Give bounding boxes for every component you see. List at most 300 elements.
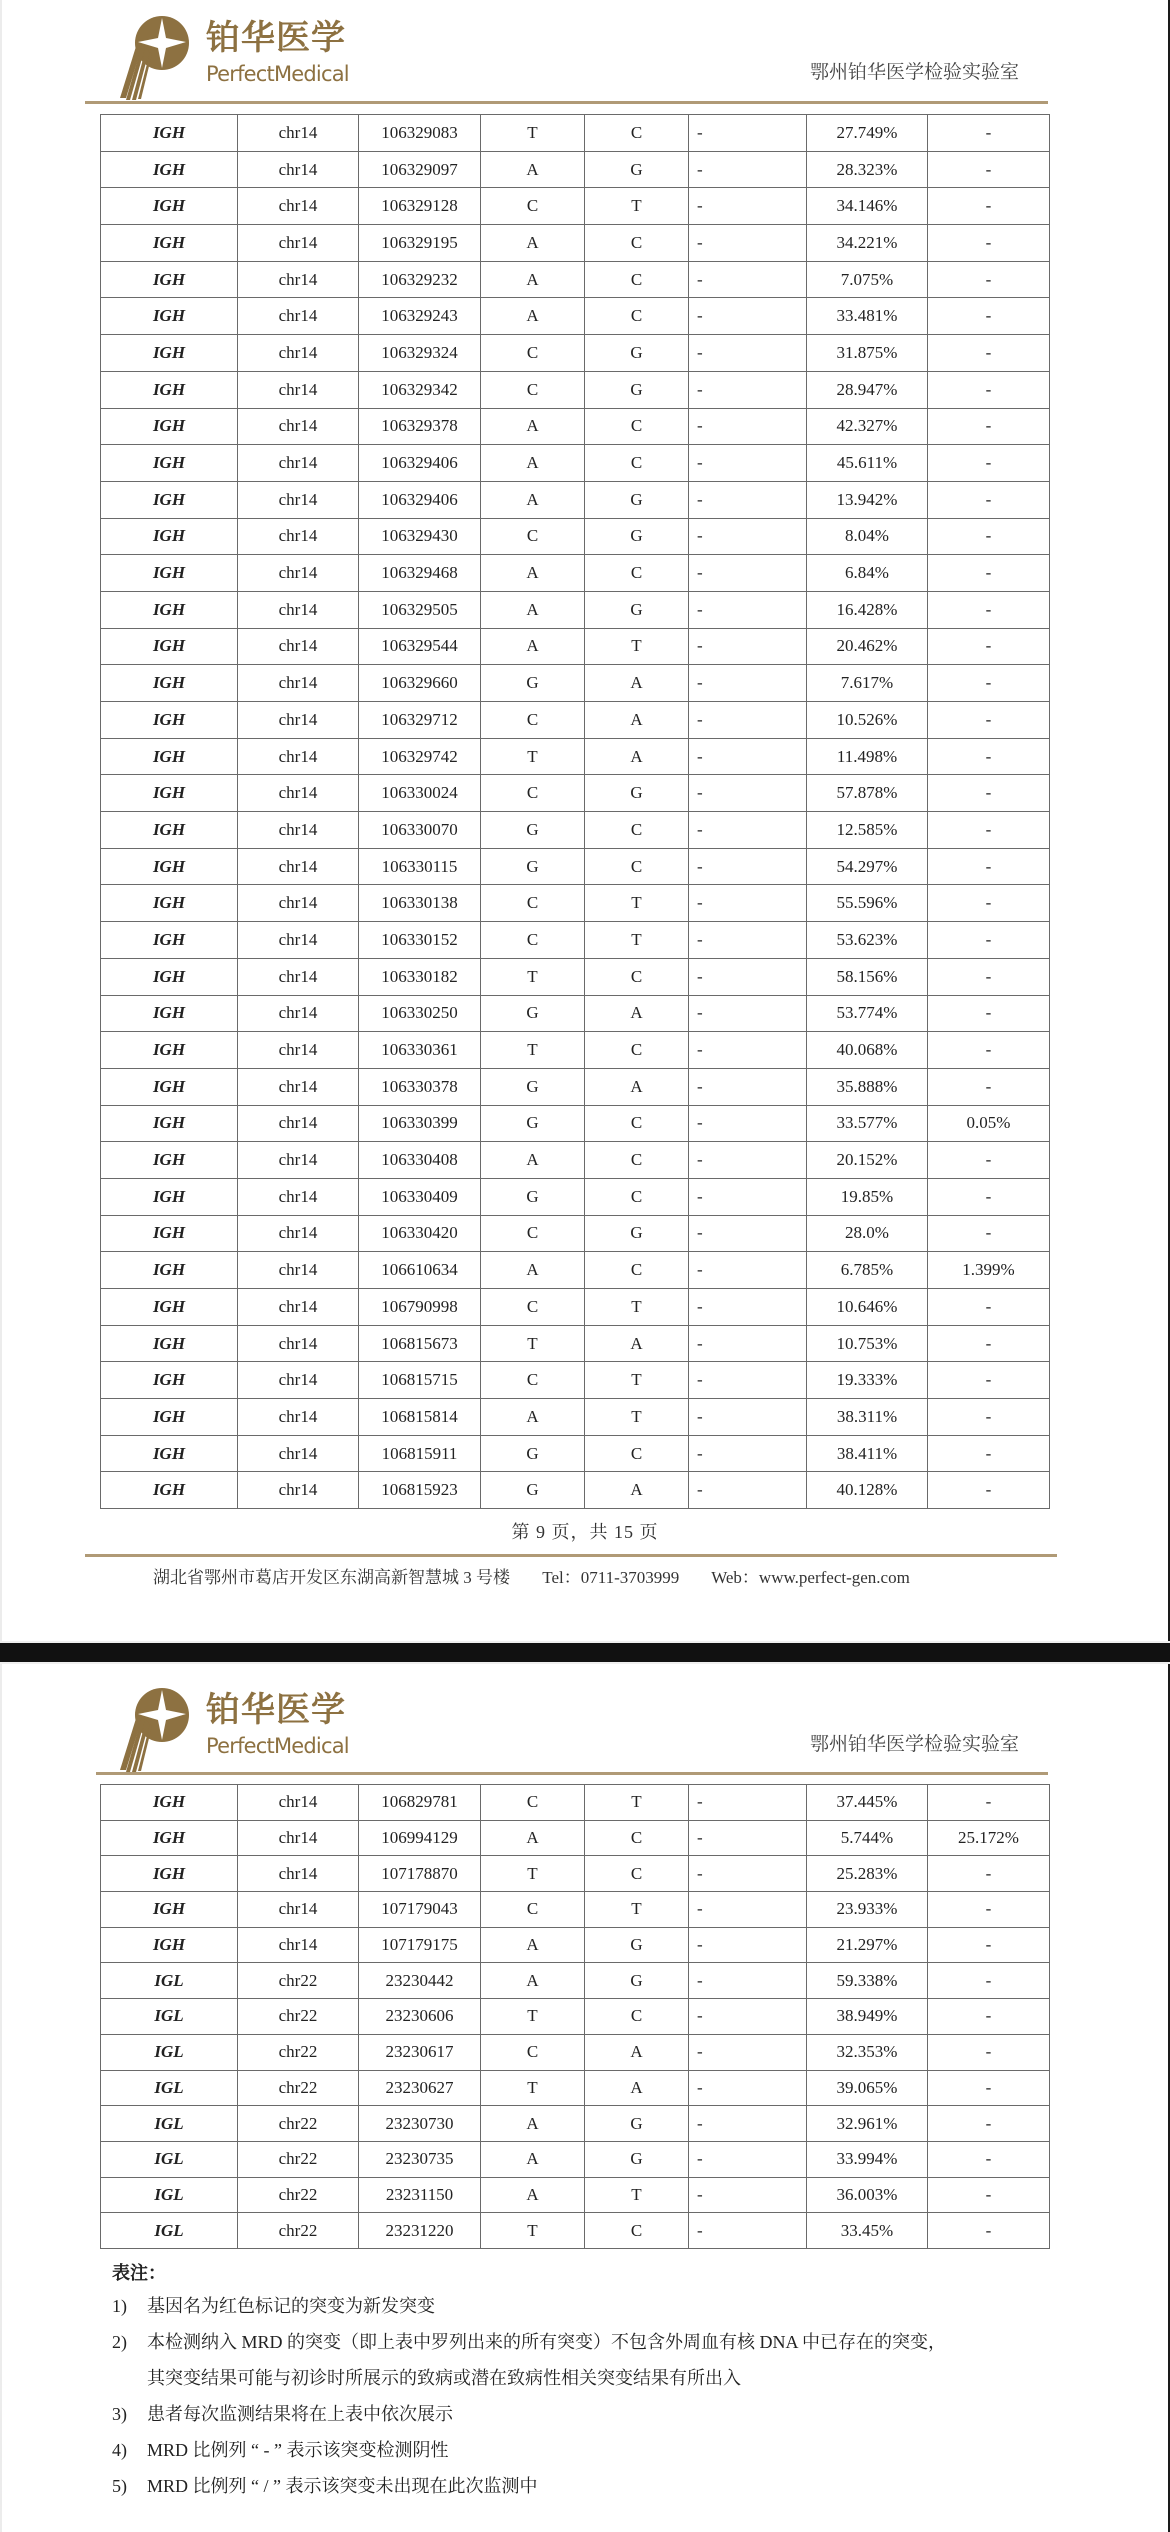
table-row (101, 1892, 1050, 1928)
table-row (101, 115, 1050, 152)
footer-contact (153, 1563, 938, 1588)
mutation-frequency-cell: 5.744% (807, 1820, 928, 1856)
mutation-frequency-cell: 11.498% (807, 738, 928, 775)
mutation-frequency-cell: 20.152% (807, 1142, 928, 1179)
hgvs-cell: - (689, 188, 807, 225)
table-row (101, 1399, 1050, 1436)
mutation-frequency-cell: 38.311% (807, 1399, 928, 1436)
mutation-frequency-cell: 12.585% (807, 812, 928, 849)
gene-cell: IGH (101, 1289, 238, 1326)
chromosome-cell: chr14 (238, 1142, 359, 1179)
gene-cell: IGH (101, 995, 238, 1032)
brand-name-cn: 铂华医学 (206, 18, 346, 58)
ref-base-cell: A (481, 445, 585, 482)
hgvs-cell: - (689, 1032, 807, 1069)
page-left-edge (0, 0, 2, 2532)
alt-base-cell: A (585, 2034, 689, 2070)
gene-cell: IGL (101, 1963, 238, 1999)
alt-base-cell: C (585, 445, 689, 482)
hgvs-cell: - (689, 1927, 807, 1963)
mutation-frequency-cell: 16.428% (807, 591, 928, 628)
table-row (101, 1105, 1050, 1142)
mrd-ratio-cell: - (928, 1068, 1050, 1105)
table-row (101, 1142, 1050, 1179)
mrd-ratio-cell: - (928, 591, 1050, 628)
table-row (101, 1178, 1050, 1215)
alt-base-cell: C (585, 1252, 689, 1289)
mutation-frequency-cell: 10.646% (807, 1289, 928, 1326)
alt-base-cell: C (585, 1142, 689, 1179)
hgvs-cell: - (689, 1963, 807, 1999)
ref-base-cell: G (481, 665, 585, 702)
mutation-frequency-cell: 33.577% (807, 1105, 928, 1142)
chromosome-cell: chr14 (238, 591, 359, 628)
brand-logo (108, 10, 368, 102)
ref-base-cell: G (481, 1178, 585, 1215)
hgvs-cell: - (689, 1892, 807, 1928)
mrd-ratio-cell: - (928, 151, 1050, 188)
gene-cell: IGH (101, 298, 238, 335)
table-row (101, 1362, 1050, 1399)
mrd-ratio-cell: - (928, 775, 1050, 812)
position-cell: 23230730 (359, 2106, 481, 2142)
chromosome-cell: chr14 (238, 225, 359, 262)
note-item (112, 2324, 1072, 2396)
alt-base-cell: G (585, 371, 689, 408)
mutation-frequency-cell: 21.297% (807, 1927, 928, 1963)
gene-cell: IGH (101, 1215, 238, 1252)
hgvs-cell: - (689, 1068, 807, 1105)
ref-base-cell: G (481, 1472, 585, 1509)
chromosome-cell: chr14 (238, 775, 359, 812)
gene-cell: IGH (101, 481, 238, 518)
alt-base-cell: T (585, 628, 689, 665)
position-cell: 106330361 (359, 1032, 481, 1069)
mrd-ratio-cell: - (928, 738, 1050, 775)
chromosome-cell: chr22 (238, 1999, 359, 2035)
hgvs-cell: - (689, 995, 807, 1032)
mutation-frequency-cell: 58.156% (807, 958, 928, 995)
position-cell: 106330378 (359, 1068, 481, 1105)
hgvs-cell: - (689, 481, 807, 518)
note-text: MRD 比例列 “ / ” 表示该突变未出现在此次监测中 (147, 2476, 538, 2496)
alt-base-cell: G (585, 151, 689, 188)
table-row (101, 812, 1050, 849)
position-cell: 106329712 (359, 702, 481, 739)
ref-base-cell: C (481, 1289, 585, 1326)
mutation-frequency-cell: 10.753% (807, 1325, 928, 1362)
gene-cell: IGH (101, 1472, 238, 1509)
note-number: 3) (112, 2404, 127, 2424)
position-cell: 106329378 (359, 408, 481, 445)
mrd-ratio-cell: - (928, 2177, 1050, 2213)
gene-cell: IGH (101, 812, 238, 849)
alt-base-cell: T (585, 1892, 689, 1928)
ref-base-cell: T (481, 115, 585, 152)
ref-base-cell: T (481, 1856, 585, 1892)
chromosome-cell: chr14 (238, 1435, 359, 1472)
alt-base-cell: C (585, 261, 689, 298)
alt-base-cell: C (585, 1032, 689, 1069)
mrd-ratio-cell: - (928, 2141, 1050, 2177)
alt-base-cell: T (585, 1399, 689, 1436)
mrd-ratio-cell: - (928, 188, 1050, 225)
position-cell: 107179043 (359, 1892, 481, 1928)
ref-base-cell: A (481, 1927, 585, 1963)
gene-cell: IGH (101, 922, 238, 959)
table-row (101, 481, 1050, 518)
ref-base-cell: C (481, 518, 585, 555)
mrd-ratio-cell: - (928, 1856, 1050, 1892)
gene-cell: IGH (101, 1820, 238, 1856)
mutation-frequency-cell: 34.221% (807, 225, 928, 262)
mrd-ratio-cell: - (928, 225, 1050, 262)
gene-cell: IGH (101, 1325, 238, 1362)
alt-base-cell: G (585, 1927, 689, 1963)
mutation-frequency-cell: 10.526% (807, 702, 928, 739)
mrd-ratio-cell: - (928, 2213, 1050, 2249)
alt-base-cell: A (585, 665, 689, 702)
mrd-ratio-cell: - (928, 1892, 1050, 1928)
ref-base-cell: T (481, 2070, 585, 2106)
position-cell: 106330399 (359, 1105, 481, 1142)
ref-base-cell: G (481, 995, 585, 1032)
hgvs-cell: - (689, 1325, 807, 1362)
chromosome-cell: chr14 (238, 812, 359, 849)
position-cell: 106815911 (359, 1435, 481, 1472)
mrd-ratio-cell: 0.05% (928, 1105, 1050, 1142)
mrd-ratio-cell: - (928, 371, 1050, 408)
mrd-ratio-cell: - (928, 958, 1050, 995)
hgvs-cell: - (689, 445, 807, 482)
table-notes (112, 2260, 1072, 2504)
table-row (101, 885, 1050, 922)
hgvs-cell: - (689, 1289, 807, 1326)
table-row (101, 591, 1050, 628)
ref-base-cell: C (481, 188, 585, 225)
mutation-table (100, 1784, 1050, 2249)
footer-web: Web：www.perfect-gen.com (711, 1568, 910, 1587)
page-number: 第 9 页，共 15 页 (511, 1522, 659, 1542)
mrd-ratio-cell: - (928, 1325, 1050, 1362)
chromosome-cell: chr22 (238, 2070, 359, 2106)
position-cell: 106329406 (359, 481, 481, 518)
hgvs-cell: - (689, 1215, 807, 1252)
alt-base-cell: A (585, 702, 689, 739)
position-cell: 106330115 (359, 848, 481, 885)
alt-base-cell: C (585, 1105, 689, 1142)
chromosome-cell: chr22 (238, 1963, 359, 1999)
note-text: MRD 比例列 “ - ” 表示该突变检测阴性 (147, 2440, 449, 2460)
mrd-ratio-cell: - (928, 518, 1050, 555)
alt-base-cell: C (585, 1999, 689, 2035)
mutation-frequency-cell: 38.949% (807, 1999, 928, 2035)
chromosome-cell: chr14 (238, 408, 359, 445)
chromosome-cell: chr14 (238, 445, 359, 482)
table-row (101, 1215, 1050, 1252)
mutation-frequency-cell: 28.947% (807, 371, 928, 408)
gene-cell: IGH (101, 151, 238, 188)
gene-cell: IGH (101, 1105, 238, 1142)
hgvs-cell: - (689, 518, 807, 555)
mutation-table (100, 114, 1050, 1509)
ref-base-cell: A (481, 591, 585, 628)
perfect-medical-logo-icon (108, 1682, 208, 1774)
mutation-frequency-cell: 53.623% (807, 922, 928, 959)
chromosome-cell: chr14 (238, 665, 359, 702)
table-row (101, 1289, 1050, 1326)
notes-title: 表注： (112, 2263, 166, 2284)
ref-base-cell: C (481, 1215, 585, 1252)
chromosome-cell: chr22 (238, 2034, 359, 2070)
note-text: 本检测纳入 MRD 的突变（即上表中罗列出来的所有突变）不包含外周血有核 DNA 中已存在的突变， (147, 2332, 947, 2352)
mutation-frequency-cell: 36.003% (807, 2177, 928, 2213)
position-cell: 106329660 (359, 665, 481, 702)
alt-base-cell: T (585, 885, 689, 922)
table-row (101, 1068, 1050, 1105)
mrd-ratio-cell: - (928, 335, 1050, 372)
position-cell: 106329097 (359, 151, 481, 188)
gene-cell: IGH (101, 555, 238, 592)
hgvs-cell: - (689, 738, 807, 775)
ref-base-cell: C (481, 702, 585, 739)
table-row (101, 1856, 1050, 1892)
mutation-frequency-cell: 57.878% (807, 775, 928, 812)
chromosome-cell: chr14 (238, 1068, 359, 1105)
hgvs-cell: - (689, 958, 807, 995)
mutation-frequency-cell: 32.961% (807, 2106, 928, 2142)
mrd-ratio-cell: - (928, 445, 1050, 482)
hgvs-cell: - (689, 2106, 807, 2142)
mutation-frequency-cell: 19.333% (807, 1362, 928, 1399)
position-cell: 106329128 (359, 188, 481, 225)
mutation-frequency-cell: 23.933% (807, 1892, 928, 1928)
alt-base-cell: A (585, 2070, 689, 2106)
position-cell: 106329342 (359, 371, 481, 408)
note-number: 2) (112, 2332, 127, 2352)
table-row (101, 518, 1050, 555)
chromosome-cell: chr14 (238, 1892, 359, 1928)
ref-base-cell: A (481, 481, 585, 518)
ref-base-cell: A (481, 261, 585, 298)
alt-base-cell: T (585, 922, 689, 959)
table-row (101, 1472, 1050, 1509)
position-cell: 106829781 (359, 1785, 481, 1821)
hgvs-cell: - (689, 1105, 807, 1142)
perfect-medical-logo-icon (108, 10, 208, 102)
table-row (101, 151, 1050, 188)
table-row (101, 775, 1050, 812)
chromosome-cell: chr14 (238, 555, 359, 592)
chromosome-cell: chr14 (238, 1105, 359, 1142)
mrd-ratio-cell: - (928, 1785, 1050, 1821)
chromosome-cell: chr14 (238, 848, 359, 885)
alt-base-cell: A (585, 995, 689, 1032)
alt-base-cell: A (585, 1325, 689, 1362)
ref-base-cell: C (481, 371, 585, 408)
table-row (101, 995, 1050, 1032)
alt-base-cell: C (585, 1435, 689, 1472)
gene-cell: IGH (101, 591, 238, 628)
ref-base-cell: T (481, 738, 585, 775)
position-cell: 106815715 (359, 1362, 481, 1399)
gene-cell: IGH (101, 188, 238, 225)
note-item (112, 2288, 1072, 2324)
ref-base-cell: A (481, 1963, 585, 1999)
gene-cell: IGL (101, 1999, 238, 2035)
position-cell: 106330182 (359, 958, 481, 995)
chromosome-cell: chr22 (238, 2177, 359, 2213)
brand-name-en: PerfectMedical (206, 1734, 349, 1758)
table-row (101, 1963, 1050, 1999)
table-row (101, 335, 1050, 372)
hgvs-cell: - (689, 335, 807, 372)
mutation-frequency-cell: 33.45% (807, 2213, 928, 2249)
chromosome-cell: chr14 (238, 995, 359, 1032)
mrd-ratio-cell: - (928, 555, 1050, 592)
mrd-ratio-cell: - (928, 812, 1050, 849)
hgvs-cell: - (689, 115, 807, 152)
table-row (101, 1325, 1050, 1362)
mrd-ratio-cell: - (928, 1472, 1050, 1509)
mutation-frequency-cell: 33.481% (807, 298, 928, 335)
alt-base-cell: C (585, 298, 689, 335)
alt-base-cell: G (585, 775, 689, 812)
chromosome-cell: chr14 (238, 1362, 359, 1399)
hgvs-cell: - (689, 1142, 807, 1179)
alt-base-cell: G (585, 518, 689, 555)
footer-divider (85, 1554, 1057, 1557)
gene-cell: IGH (101, 1892, 238, 1928)
alt-base-cell: C (585, 812, 689, 849)
mrd-ratio-cell: - (928, 408, 1050, 445)
note-text: 基因名为红色标记的突变为新发突变 (147, 2296, 435, 2316)
gene-cell: IGH (101, 738, 238, 775)
mrd-ratio-cell: - (928, 1435, 1050, 1472)
alt-base-cell: T (585, 2177, 689, 2213)
gene-cell: IGH (101, 665, 238, 702)
position-cell: 106815923 (359, 1472, 481, 1509)
mutation-frequency-cell: 31.875% (807, 335, 928, 372)
chromosome-cell: chr14 (238, 335, 359, 372)
mrd-ratio-cell: - (928, 1032, 1050, 1069)
mutation-frequency-cell: 7.617% (807, 665, 928, 702)
position-cell: 106994129 (359, 1820, 481, 1856)
position-cell: 106329505 (359, 591, 481, 628)
position-cell: 106329468 (359, 555, 481, 592)
mutation-frequency-cell: 55.596% (807, 885, 928, 922)
ref-base-cell: C (481, 1892, 585, 1928)
hgvs-cell: - (689, 591, 807, 628)
table-row (101, 2106, 1050, 2142)
table-row (101, 555, 1050, 592)
chromosome-cell: chr14 (238, 518, 359, 555)
position-cell: 106329243 (359, 298, 481, 335)
hgvs-cell: - (689, 1435, 807, 1472)
hgvs-cell: - (689, 812, 807, 849)
mutation-frequency-cell: 34.146% (807, 188, 928, 225)
chromosome-cell: chr14 (238, 1252, 359, 1289)
ref-base-cell: A (481, 555, 585, 592)
gene-cell: IGH (101, 885, 238, 922)
chromosome-cell: chr14 (238, 261, 359, 298)
table-row (101, 1927, 1050, 1963)
hgvs-cell: - (689, 2070, 807, 2106)
table-row (101, 298, 1050, 335)
note-number: 4) (112, 2440, 127, 2460)
mutation-frequency-cell: 7.075% (807, 261, 928, 298)
ref-base-cell: G (481, 1068, 585, 1105)
table-row (101, 445, 1050, 482)
alt-base-cell: G (585, 2106, 689, 2142)
mrd-ratio-cell: - (928, 665, 1050, 702)
note-number: 5) (112, 2476, 127, 2496)
mrd-ratio-cell: - (928, 115, 1050, 152)
hgvs-cell: - (689, 2177, 807, 2213)
ref-base-cell: C (481, 2034, 585, 2070)
gene-cell: IGH (101, 371, 238, 408)
mrd-ratio-cell: - (928, 2106, 1050, 2142)
hgvs-cell: - (689, 1820, 807, 1856)
gene-cell: IGH (101, 775, 238, 812)
gene-cell: IGH (101, 848, 238, 885)
position-cell: 106330024 (359, 775, 481, 812)
mrd-ratio-cell: - (928, 995, 1050, 1032)
table-row (101, 225, 1050, 262)
table-row (101, 2177, 1050, 2213)
mrd-ratio-cell: - (928, 298, 1050, 335)
chromosome-cell: chr14 (238, 298, 359, 335)
chromosome-cell: chr22 (238, 2141, 359, 2177)
hgvs-cell: - (689, 408, 807, 445)
mrd-ratio-cell: - (928, 848, 1050, 885)
chromosome-cell: chr14 (238, 885, 359, 922)
gene-cell: IGL (101, 2177, 238, 2213)
hgvs-cell: - (689, 1399, 807, 1436)
ref-base-cell: G (481, 1435, 585, 1472)
gene-cell: IGH (101, 225, 238, 262)
alt-base-cell: C (585, 115, 689, 152)
table-row (101, 2034, 1050, 2070)
position-cell: 107179175 (359, 1927, 481, 1963)
mrd-ratio-cell: - (928, 1927, 1050, 1963)
chromosome-cell: chr14 (238, 628, 359, 665)
table-row (101, 2213, 1050, 2249)
table-row (101, 1999, 1050, 2035)
ref-base-cell: G (481, 848, 585, 885)
chromosome-cell: chr14 (238, 1178, 359, 1215)
mrd-ratio-cell: - (928, 2070, 1050, 2106)
hgvs-cell: - (689, 702, 807, 739)
gene-cell: IGH (101, 1142, 238, 1179)
mrd-ratio-cell: - (928, 1178, 1050, 1215)
position-cell: 106330250 (359, 995, 481, 1032)
position-cell: 106815814 (359, 1399, 481, 1436)
mutation-frequency-cell: 45.611% (807, 445, 928, 482)
brand-name-cn: 铂华医学 (206, 1690, 346, 1730)
gene-cell: IGH (101, 628, 238, 665)
gene-cell: IGH (101, 1856, 238, 1892)
gene-cell: IGL (101, 2141, 238, 2177)
mutation-frequency-cell: 40.128% (807, 1472, 928, 1509)
hgvs-cell: - (689, 151, 807, 188)
mutation-frequency-cell: 27.749% (807, 115, 928, 152)
gene-cell: IGL (101, 2106, 238, 2142)
gene-cell: IGH (101, 958, 238, 995)
mrd-ratio-cell: - (928, 481, 1050, 518)
header-divider (85, 101, 1048, 104)
position-cell: 106329195 (359, 225, 481, 262)
